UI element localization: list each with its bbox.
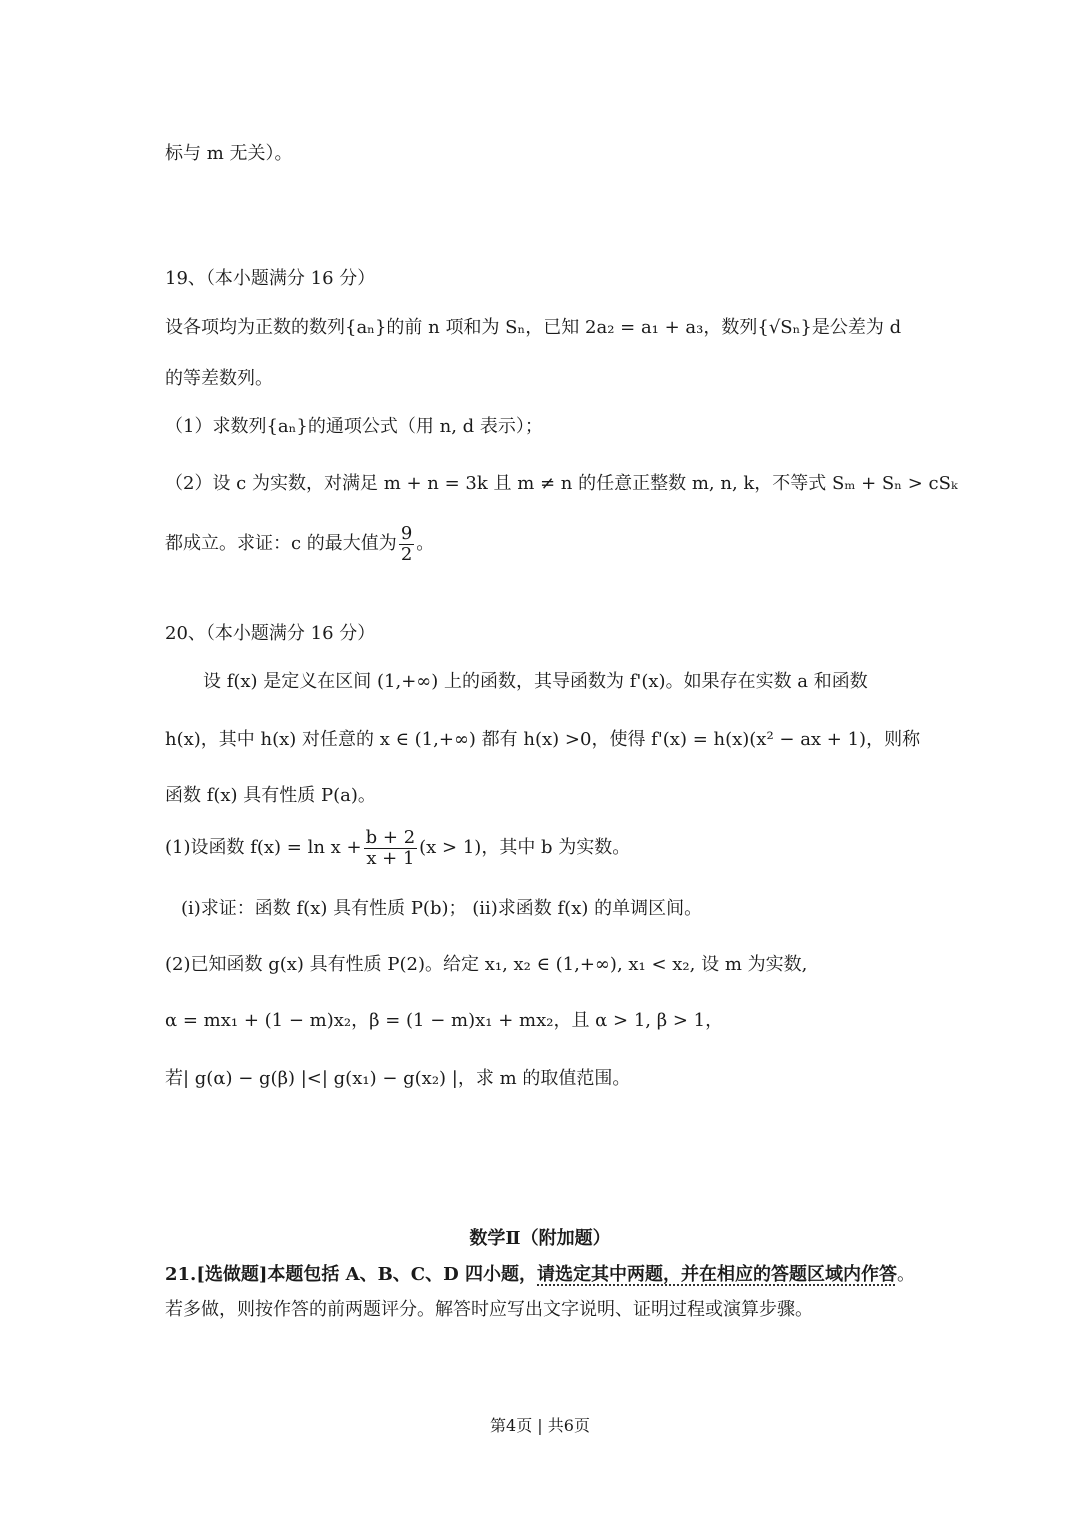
emphasized-instruction: 请选定其中两题，并在相应的答题区域内作答 [537, 1264, 897, 1285]
fraction-denominator: x + 1 [366, 847, 415, 869]
question-20-part2-line1: (2)已知函数 g(x) 具有性质 P(2)。给定 x₁, x₂ ∈ (1,+∞), x₁ < x₂, 设 m 为实数, [165, 954, 808, 975]
fraction-numerator: b + 2 [365, 826, 416, 848]
question-19-part2-text: 都成立。求证：c 的最大值为 [165, 533, 397, 554]
question-20-stem-line1: 设 f(x) 是定义在区间 (1,+∞) 上的函数，其导函数为 f'(x)。如果存在实数 a 和函数 [203, 671, 868, 692]
question-20-part2-line3: 若| g(α) − g(β) |<| g(x₁) − g(x₂) |，求 m 的取值范围。 [165, 1068, 631, 1089]
question-19-part1: （1）求数列{aₙ}的通项公式（用 n, d 表示）； [165, 416, 543, 437]
question-20-stem-line3: 函数 f(x) 具有性质 P(a)。 [165, 785, 376, 806]
question-20-part1-text: (1)设函数 f(x) = ln x + [165, 837, 362, 858]
sentence-end: 。 [416, 533, 435, 554]
question-20-heading: 20、（本小题满分 16 分） [165, 623, 376, 644]
question-19-part2-line2 [165, 522, 434, 566]
page-footer: 第4页 | 共6页 [490, 1416, 590, 1435]
question-21-line2: 若多做，则按作答的前两题评分。解答时应写出文字说明、证明过程或演算步骤。 [165, 1299, 813, 1320]
question-20-stem-line2: h(x)，其中 h(x) 对任意的 x ∈ (1,+∞) 都有 h(x) >0，使得 f'(x) = h(x)(x² − ax + 1)，则称 [165, 729, 921, 750]
question-21-label: 21.[选做题]本题包括 A、B、C、D 四小题， [165, 1264, 537, 1285]
sentence-end: 。 [897, 1264, 915, 1285]
question-21-line1 [165, 1262, 915, 1288]
question-19-part2-line1: （2）设 c 为实数，对满足 m + n = 3k 且 m ≠ n 的任意正整数 m, n, k，不等式 Sₘ + Sₙ > cSₖ [165, 473, 958, 494]
question-20-part1 [165, 826, 630, 870]
question-19-heading: 19、（本小题满分 16 分） [165, 268, 376, 289]
fraction-nine-halves [399, 524, 414, 565]
fraction-b-plus-2-over-x-plus-1 [364, 828, 418, 869]
question-19-stem-line1: 设各项均为正数的数列{aₙ}的前 n 项和为 Sₙ，已知 2a₂ = a₁ + a₃，数列{√Sₙ}是公差为 d [165, 317, 902, 338]
fraction-denominator: 2 [400, 543, 413, 565]
fraction-numerator: 9 [400, 522, 413, 544]
text-line-continuation: 标与 m 无关）。 [165, 143, 293, 164]
question-20-part1-subparts: (i)求证：函数 f(x) 具有性质 P(b)； (ii)求函数 f(x) 的单调区间。 [181, 898, 703, 919]
question-20-part1-tail: (x > 1)，其中 b 为实数。 [419, 837, 631, 858]
section-title-appendix: 数学Ⅱ（附加题） [469, 1228, 611, 1249]
question-20-part2-line2: α = mx₁ + (1 − m)x₂，β = (1 − m)x₁ + mx₂，且 α > 1, β > 1， [165, 1010, 724, 1031]
question-19-stem-line2: 的等差数列。 [165, 368, 273, 389]
